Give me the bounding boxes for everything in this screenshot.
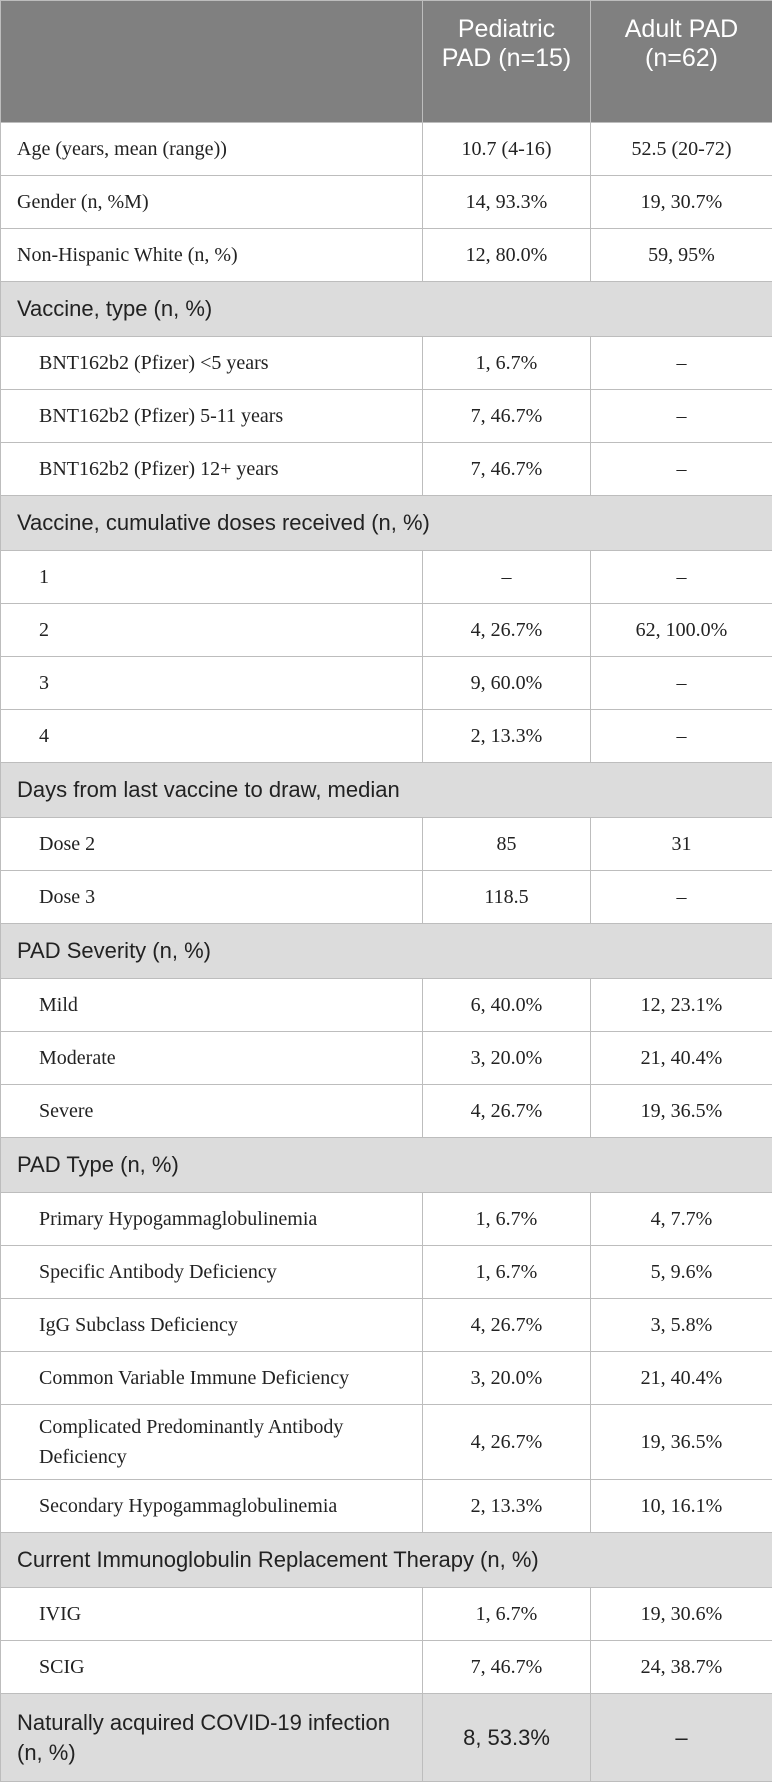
table-row [1, 1694, 772, 1782]
row-label: Specific Antibody Deficiency [1, 1246, 423, 1299]
header-adult: Adult PAD (n=62) [591, 1, 772, 123]
row-label: Naturally acquired COVID-19 infection (n, %) [1, 1694, 423, 1782]
table-row [1, 1085, 772, 1138]
adult-value: 24, 38.7% [591, 1641, 772, 1694]
adult-value: 62, 100.0% [591, 604, 772, 657]
pediatric-value: 4, 26.7% [423, 1299, 591, 1352]
row-label: SCIG [1, 1641, 423, 1694]
row-label: Non-Hispanic White (n, %) [1, 229, 423, 282]
section-label: Current Immunoglobulin Replacement Therapy (n, %) [1, 1533, 772, 1588]
pediatric-value: 10.7 (4-16) [423, 123, 591, 176]
adult-value: 21, 40.4% [591, 1352, 772, 1405]
table-row [1, 551, 772, 604]
pediatric-value: – [423, 551, 591, 604]
row-label: Mild [1, 979, 423, 1032]
pediatric-value: 85 [423, 818, 591, 871]
section-row [1, 496, 772, 551]
adult-value: – [591, 337, 772, 390]
adult-value: 59, 95% [591, 229, 772, 282]
table-row [1, 390, 772, 443]
row-label: 2 [1, 604, 423, 657]
table-row [1, 657, 772, 710]
table-row [1, 1405, 772, 1480]
row-label: BNT162b2 (Pfizer) 5-11 years [1, 390, 423, 443]
table-row [1, 979, 772, 1032]
row-label: Moderate [1, 1032, 423, 1085]
table-row [1, 871, 772, 924]
table-row [1, 1193, 772, 1246]
adult-value: 10, 16.1% [591, 1480, 772, 1533]
adult-value: 3, 5.8% [591, 1299, 772, 1352]
table-row [1, 337, 772, 390]
header-pediatric: Pediatric PAD (n=15) [423, 1, 591, 123]
pediatric-value: 9, 60.0% [423, 657, 591, 710]
table-row [1, 1480, 772, 1533]
section-row [1, 1138, 772, 1193]
row-label: IgG Subclass Deficiency [1, 1299, 423, 1352]
adult-value: 21, 40.4% [591, 1032, 772, 1085]
table-row [1, 1299, 772, 1352]
row-label: Secondary Hypogammaglobulinemia [1, 1480, 423, 1533]
row-label: 1 [1, 551, 423, 604]
header-label [1, 1, 423, 123]
table-row [1, 176, 772, 229]
table-row [1, 443, 772, 496]
pediatric-value: 2, 13.3% [423, 710, 591, 763]
row-label: Dose 2 [1, 818, 423, 871]
row-label: 3 [1, 657, 423, 710]
section-row [1, 282, 772, 337]
pediatric-value: 4, 26.7% [423, 1085, 591, 1138]
adult-value: – [591, 871, 772, 924]
section-row [1, 763, 772, 818]
pediatric-value: 4, 26.7% [423, 604, 591, 657]
row-label: BNT162b2 (Pfizer) 12+ years [1, 443, 423, 496]
section-label: PAD Severity (n, %) [1, 924, 772, 979]
pediatric-value: 12, 80.0% [423, 229, 591, 282]
row-label: Gender (n, %M) [1, 176, 423, 229]
section-label: Vaccine, cumulative doses received (n, %) [1, 496, 772, 551]
pediatric-value: 2, 13.3% [423, 1480, 591, 1533]
row-label: 4 [1, 710, 423, 763]
adult-value: 12, 23.1% [591, 979, 772, 1032]
table-body [1, 123, 772, 1782]
row-label: Common Variable Immune Deficiency [1, 1352, 423, 1405]
adult-value: 52.5 (20-72) [591, 123, 772, 176]
adult-value: – [591, 443, 772, 496]
adult-value: – [591, 710, 772, 763]
adult-value: 19, 30.6% [591, 1588, 772, 1641]
table-row [1, 710, 772, 763]
pediatric-value: 14, 93.3% [423, 176, 591, 229]
table-row [1, 1246, 772, 1299]
pediatric-value: 3, 20.0% [423, 1032, 591, 1085]
section-row [1, 924, 772, 979]
table-row [1, 123, 772, 176]
pediatric-value: 7, 46.7% [423, 390, 591, 443]
pediatric-value: 3, 20.0% [423, 1352, 591, 1405]
row-label: Primary Hypogammaglobulinemia [1, 1193, 423, 1246]
adult-value: 31 [591, 818, 772, 871]
adult-value: – [591, 390, 772, 443]
table-row [1, 1588, 772, 1641]
table-row [1, 604, 772, 657]
adult-value: 19, 30.7% [591, 176, 772, 229]
adult-value: 4, 7.7% [591, 1193, 772, 1246]
section-label: Vaccine, type (n, %) [1, 282, 772, 337]
adult-value: 19, 36.5% [591, 1405, 772, 1480]
pediatric-value: 1, 6.7% [423, 337, 591, 390]
row-label: Age (years, mean (range)) [1, 123, 423, 176]
row-label: Complicated Predominantly Antibody Deficiency [1, 1405, 423, 1480]
pediatric-value: 1, 6.7% [423, 1588, 591, 1641]
pediatric-value: 6, 40.0% [423, 979, 591, 1032]
row-label: IVIG [1, 1588, 423, 1641]
adult-value: – [591, 657, 772, 710]
adult-value: 19, 36.5% [591, 1085, 772, 1138]
pediatric-value: 1, 6.7% [423, 1246, 591, 1299]
table-row [1, 1352, 772, 1405]
row-label: Severe [1, 1085, 423, 1138]
adult-value: – [591, 1694, 772, 1782]
table-row [1, 229, 772, 282]
table-row [1, 1641, 772, 1694]
section-label: Days from last vaccine to draw, median [1, 763, 772, 818]
section-label: PAD Type (n, %) [1, 1138, 772, 1193]
pediatric-value: 4, 26.7% [423, 1405, 591, 1480]
row-label: Dose 3 [1, 871, 423, 924]
adult-value: 5, 9.6% [591, 1246, 772, 1299]
pediatric-value: 118.5 [423, 871, 591, 924]
adult-value: – [591, 551, 772, 604]
pediatric-value: 8, 53.3% [423, 1694, 591, 1782]
header-row [1, 1, 772, 123]
pediatric-value: 1, 6.7% [423, 1193, 591, 1246]
pediatric-value: 7, 46.7% [423, 443, 591, 496]
table-row [1, 818, 772, 871]
table-row [1, 1032, 772, 1085]
pediatric-value: 7, 46.7% [423, 1641, 591, 1694]
section-row [1, 1533, 772, 1588]
row-label: BNT162b2 (Pfizer) <5 years [1, 337, 423, 390]
